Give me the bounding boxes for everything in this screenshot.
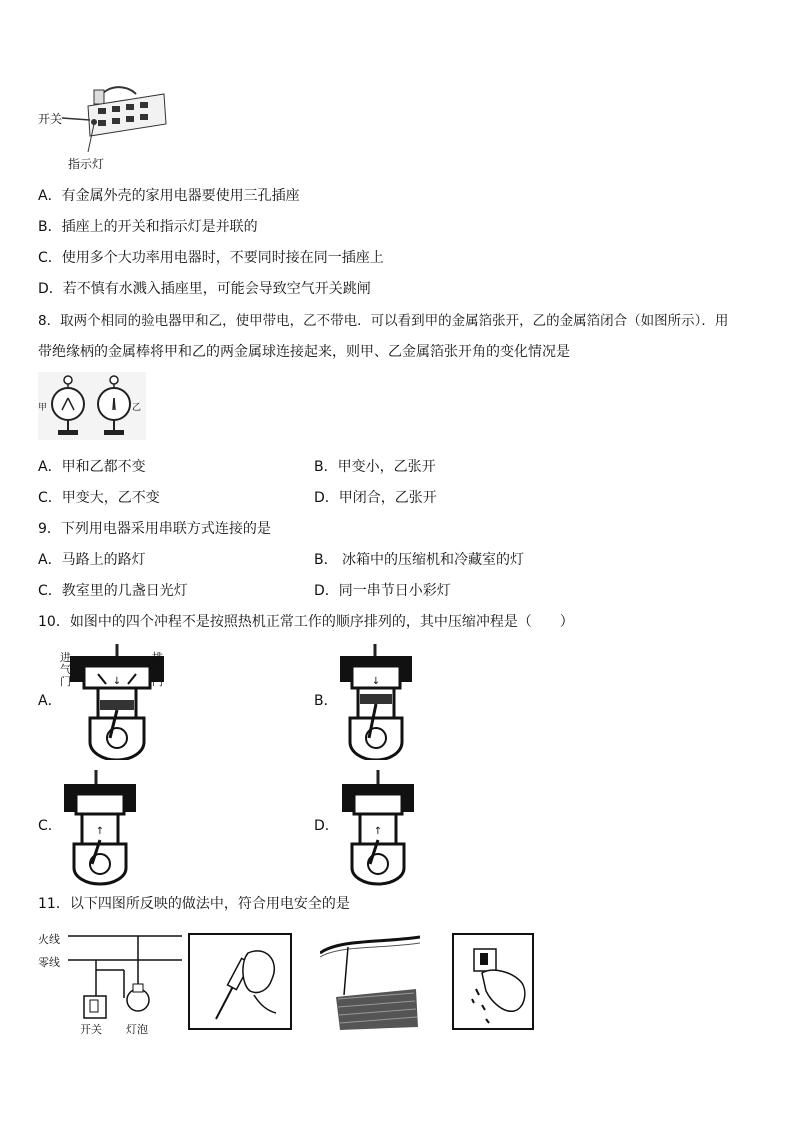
test-pen-figure	[188, 933, 292, 1030]
q9-option-b: B． 冰箱中的压缩机和冷藏室的灯	[314, 552, 525, 568]
wiring-diagram-figure	[40, 926, 182, 1036]
electroscope-figure	[38, 372, 146, 440]
q10-option-b: B．	[314, 693, 338, 709]
bulb-caption: 灯泡	[126, 1023, 148, 1036]
engine-stroke-d	[336, 770, 416, 886]
q9-option-c: C．教室里的几盏日光灯	[38, 583, 188, 599]
svg-text:↓: ↓	[371, 676, 381, 687]
svg-text:↑: ↑	[95, 826, 105, 837]
engine-stroke-b	[336, 644, 446, 760]
q10-option-c: C．	[38, 818, 62, 834]
q8-stem-line2: 带绝缘柄的金属棒将甲和乙的两金属球连接起来，则甲、乙金属箔张开角的变化情况是	[38, 344, 570, 360]
q7-option-b: B．插座上的开关和指示灯是并联的	[38, 219, 258, 235]
intake-valve-label: 进气门	[60, 651, 71, 688]
q10-stem: 10．如图中的四个冲程不是按照热机正常工作的顺序排列的，其中压缩冲程是（ ）	[38, 614, 574, 630]
live-wire-label: 火线	[38, 933, 60, 946]
neutral-wire-label: 零线	[38, 956, 60, 969]
q10-option-d: D．	[314, 818, 339, 834]
exhaust-valve-label: 排气门	[152, 651, 163, 688]
electroscope-label-a: 甲	[38, 403, 48, 413]
wet-clothes-figure	[320, 935, 420, 1030]
svg-text:↓: ↓	[112, 676, 122, 687]
q9-option-d: D．同一串节日小彩灯	[314, 583, 451, 599]
q7-option-d: D．若不慎有水溅入插座里，可能会导致空气开关跳闸	[38, 281, 371, 297]
wet-hand-switch-figure	[452, 933, 534, 1030]
q8-option-b: B．甲变小，乙张开	[314, 459, 436, 475]
q8-stem-line1: 8．取两个相同的验电器甲和乙，使甲带电，乙不带电．可以看到甲的金属箔张开，乙的金属箔闭合（如图所示）．用	[38, 313, 729, 329]
engine-stroke-c	[62, 770, 142, 886]
q7-option-a: A．有金属外壳的家用电器要使用三孔插座	[38, 188, 300, 204]
power-strip-figure	[36, 82, 176, 174]
q11-stem: 11．以下四图所反映的做法中，符合用电安全的是	[38, 896, 350, 912]
switch-label: 开关	[38, 112, 63, 126]
q8-option-d: D．甲闭合，乙张开	[314, 490, 437, 506]
q9-stem: 9．下列用电器采用串联方式连接的是	[38, 521, 271, 537]
electroscope-label-b: 乙	[132, 403, 142, 413]
q9-option-a: A．马路上的路灯	[38, 552, 146, 568]
q10-option-a: A．	[38, 693, 62, 709]
q7-option-c: C．使用多个大功率用电器时，不要同时接在同一插座上	[38, 250, 384, 266]
svg-text:↑: ↑	[373, 826, 383, 837]
q8-option-c: C．甲变大，乙不变	[38, 490, 160, 506]
switch-caption: 开关	[80, 1023, 102, 1036]
indicator-label: 指示灯	[68, 157, 105, 171]
q8-option-a: A．甲和乙都不变	[38, 459, 146, 475]
